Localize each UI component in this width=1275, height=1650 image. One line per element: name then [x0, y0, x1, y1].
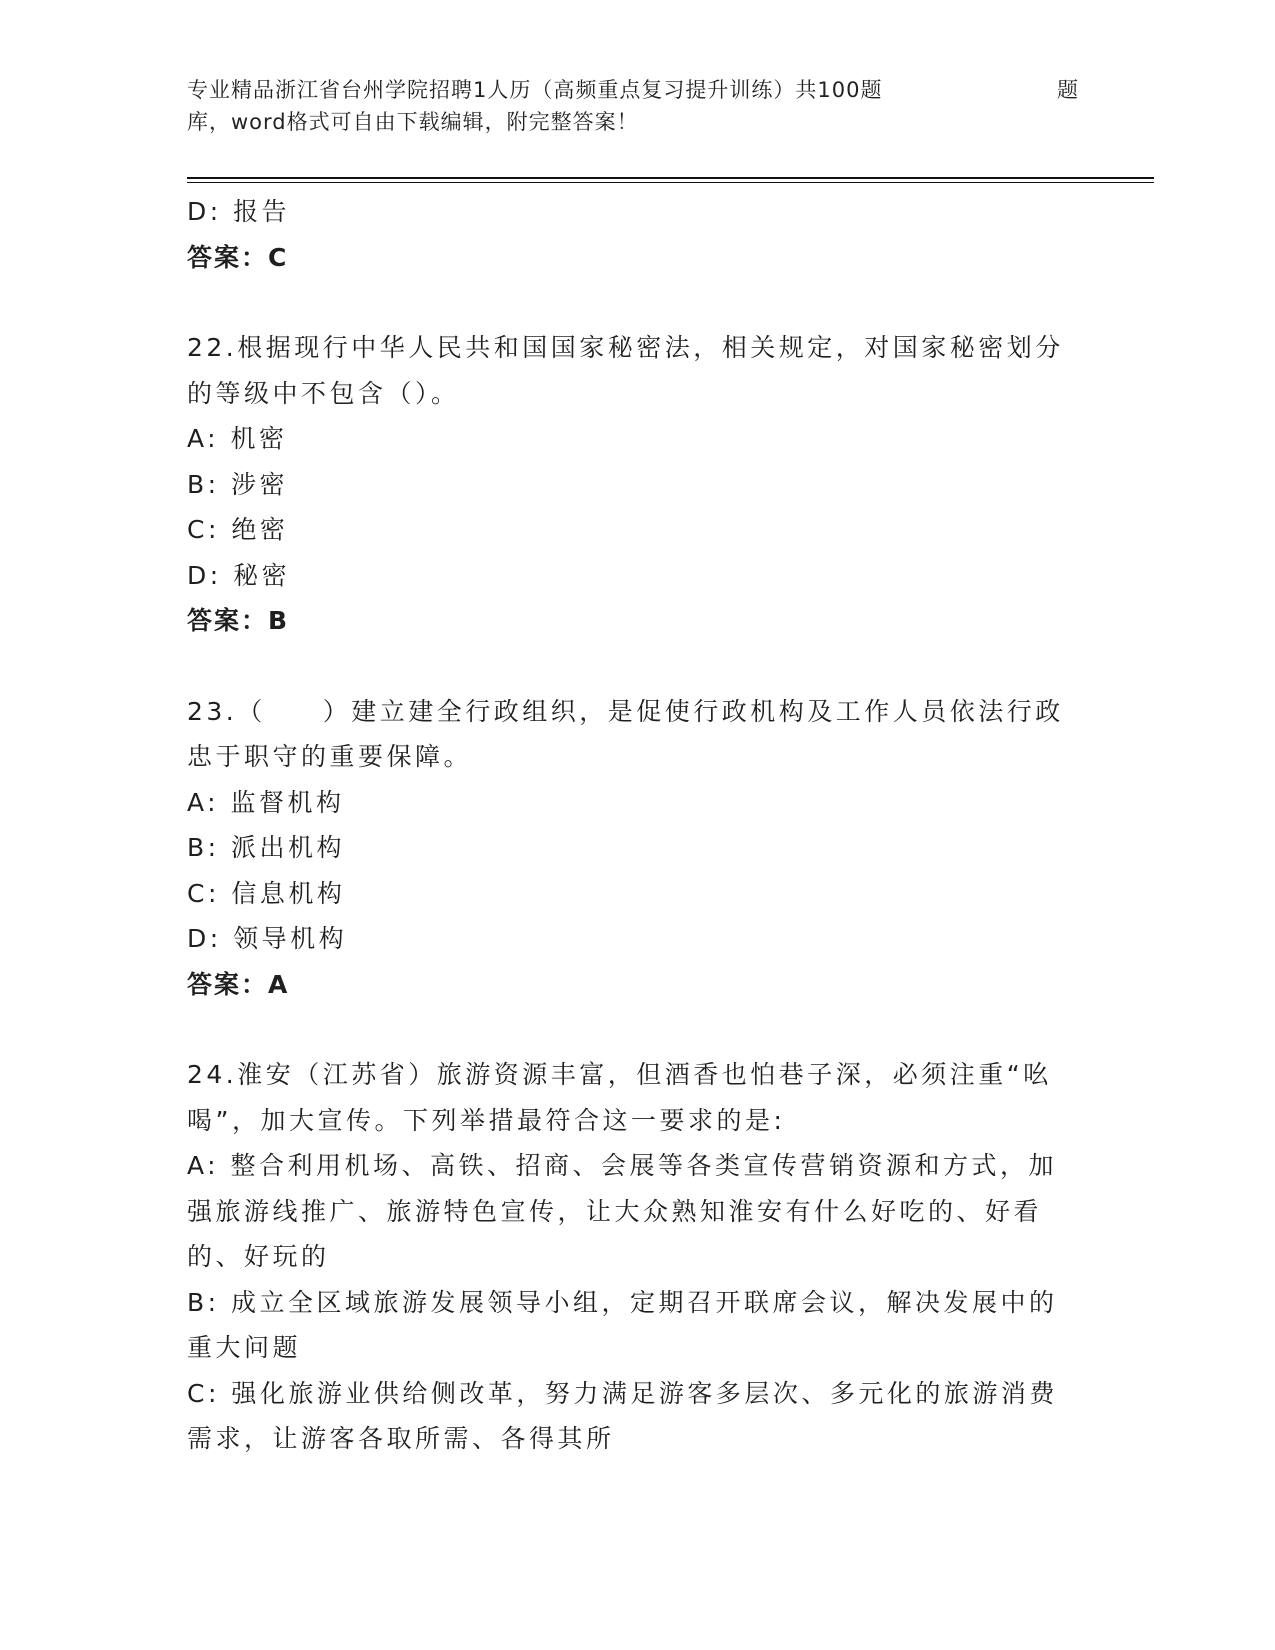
option-a-line: A: 整合利用机场、高铁、招商、会展等各类宣传营销资源和方式，加: [187, 1151, 1058, 1180]
option-b: B: 派出机构: [187, 833, 346, 862]
option-c-line: C: 强化旅游业供给侧改革，努力满足游客多层次、多元化的旅游消费: [187, 1378, 1058, 1408]
question-content: [187, 189, 1087, 1462]
question-stem-line: 的等级中不包含（）。: [187, 378, 460, 408]
option-a: A: 机密: [187, 424, 288, 453]
option-b-line: B: 成立全区域旅游发展领导小组，定期召开联席会议，解决发展中的: [187, 1287, 1058, 1317]
option-b: B: 涉密: [187, 469, 289, 499]
header-line-1: [187, 74, 1087, 106]
question-24: [187, 1052, 1087, 1462]
spacer: [187, 280, 1087, 325]
prev-option-d: D: 报告: [187, 197, 291, 226]
question-stem-line: 喝”，加大宣传。下列举措最符合这一要求的是:: [187, 1105, 786, 1135]
question-stem-line: 忠于职守的重要保障。: [187, 742, 473, 771]
question-23: [187, 689, 1087, 1008]
header-rule-thick: [187, 177, 1154, 179]
prev-answer: 答案：C: [187, 242, 289, 272]
spacer: [187, 1007, 1087, 1052]
option-a-line: 强旅游线推广、旅游特色宣传，让大众熟知淮安有什么好吃的、好看: [187, 1196, 1043, 1226]
header-title-tail: 题: [1057, 78, 1079, 102]
question-stem-line: 24.淮安（江苏省）旅游资源丰富，但酒香也怕巷子深，必须注重“吆: [187, 1060, 1052, 1089]
header-rule-thin: [187, 182, 1154, 183]
option-c: C: 信息机构: [187, 878, 346, 908]
option-b-line: 重大问题: [187, 1333, 302, 1362]
question-stem-line: 23.（ ）建立建全行政组织，是促使行政机构及工作人员依法行政: [187, 696, 1064, 726]
page-header: [187, 74, 1087, 138]
header-line-2: 库，word格式可自由下载编辑，附完整答案！: [187, 110, 639, 134]
option-d: D: 秘密: [187, 560, 291, 590]
option-c-line: 需求，让游客各取所需、各得其所: [187, 1424, 615, 1453]
option-a: A: 监督机构: [187, 787, 345, 817]
question-22: [187, 325, 1087, 644]
question-stem-line: 22.根据现行中华人民共和国国家秘密法，相关规定，对国家秘密划分: [187, 333, 1064, 362]
option-a-line: 的、好玩的: [187, 1242, 330, 1271]
answer: 答案：B: [187, 606, 290, 635]
spacer: [187, 644, 1087, 689]
header-title: 专业精品浙江省台州学院招聘1人历（高频重点复习提升训练）共100题: [187, 78, 883, 102]
option-d: D: 领导机构: [187, 924, 348, 953]
option-c: C: 绝密: [187, 515, 289, 544]
answer: 答案：A: [187, 969, 290, 999]
